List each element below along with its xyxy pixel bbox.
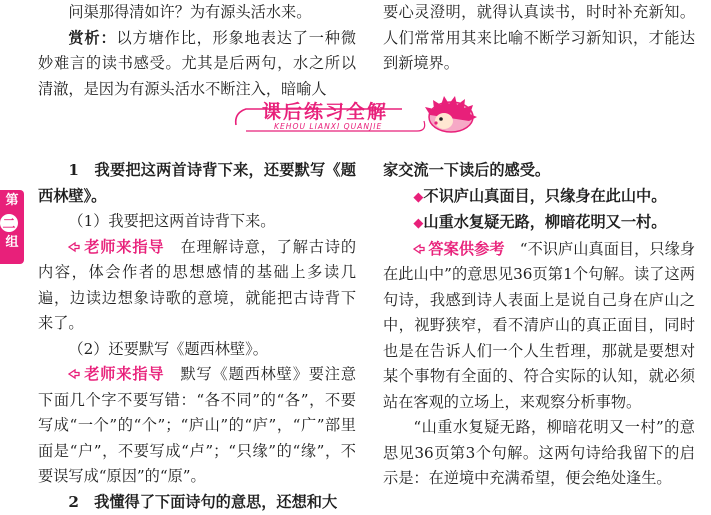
- guide-text-1: 在理解诗意，了解古诗的内容，体会作者的思想感情的基础上多读几遍，边读边想象诗歌的意境，就能把古诗背下来了。: [38, 238, 356, 333]
- diamond-bullet-icon: ◆: [413, 190, 423, 205]
- poem-line: 问渠那得清如许？为有源头活水来。: [38, 0, 356, 26]
- poem-line-a-text: 不识庐山真面目，只缘身在此山中。: [423, 187, 666, 205]
- question-2-continued: 家交流一下读后的感受。: [383, 158, 695, 184]
- left-column: [38, 158, 356, 515]
- answer-paragraph-2: “山重水复疑无路，柳暗花明又一村”的意思见36页第3个句解。这两句诗给我留下的启示是：在逆境中充满希望，便会绝处逢生。: [383, 415, 695, 492]
- diamond-bullet-icon: ◆: [413, 216, 423, 231]
- answer-text-1: “不识庐山真面目，只缘身在此山中”的意思见36页第1个句解。读了这两句诗，我感到诗人表面上是说自己身在庐山之中，视野狭窄，看不清庐山的真正面目，同时也是在告诉人们一个人生哲理，那就是要想对某个事物有全面的、符合实际的认知，就必须站在客观的立场上，来观察分析事物。: [383, 240, 695, 411]
- section-banner: [232, 95, 480, 137]
- top-left-text: [38, 0, 356, 102]
- side-tab-number: 二: [0, 214, 18, 232]
- side-tab-bottom: 组: [0, 232, 24, 254]
- answer-paragraph-1: [383, 237, 695, 416]
- guide-paragraph-2: [38, 362, 356, 490]
- side-tab-top: 第: [0, 190, 24, 212]
- appreciation-paragraph: [38, 26, 356, 103]
- top-right-text: [383, 0, 695, 77]
- question-1-part-2: （2）还要默写《题西林壁》。: [38, 337, 356, 363]
- arrow-pencil-icon: [68, 241, 80, 253]
- guide-paragraph-1: [38, 235, 356, 337]
- banner-title: 课后练习全解: [262, 97, 388, 124]
- banner-subtitle: KEHOU LIANXI QUANJIE: [274, 122, 382, 131]
- guide-label: 老师来指导: [83, 238, 164, 256]
- answer-label: 答案供参考: [428, 240, 504, 258]
- guide-text-2: 默写《题西林壁》要注意下面几个字不要写错：“各不同”的“各”，不要写成“一个”的“个”；“庐山”的“庐”，“广”部里面是“户”，不要写成“卢”；“只缘”的“缘”，不要误写成“原因”的“原”。: [38, 365, 356, 485]
- question-1-part-1: （1）我要把这两首诗背下来。: [38, 209, 356, 235]
- chapter-side-tab: [0, 190, 24, 264]
- appreciation-label: 赏析：: [68, 29, 116, 47]
- poem-line-b: [383, 210, 695, 237]
- appreciation-continued: 要心灵澄明，就得认真读书，时时补充新知。人们常常用其来比喻不断学习新知识，才能达到新境界。: [383, 0, 695, 77]
- arrow-pencil-icon: [68, 368, 80, 380]
- appreciation-text: 以方塘作比，形象地表达了一种微妙难言的读书感受。尤其是后两句，水之所以清澈，是因为有源头活水不断注入，暗喻人: [38, 29, 356, 98]
- poem-line-a: [383, 184, 695, 211]
- right-column: [383, 158, 695, 492]
- question-2: 2 我懂得了下面诗句的意思，还想和大: [38, 490, 356, 515]
- arrow-pencil-icon: [413, 243, 425, 255]
- hedgehog-mascot-icon: [424, 95, 478, 135]
- guide-label: 老师来指导: [83, 365, 164, 383]
- question-1: 1 我要把这两首诗背下来，还要默写《题西林壁》。: [38, 158, 356, 209]
- poem-line-b-text: 山重水复疑无路，柳暗花明又一村。: [423, 213, 666, 231]
